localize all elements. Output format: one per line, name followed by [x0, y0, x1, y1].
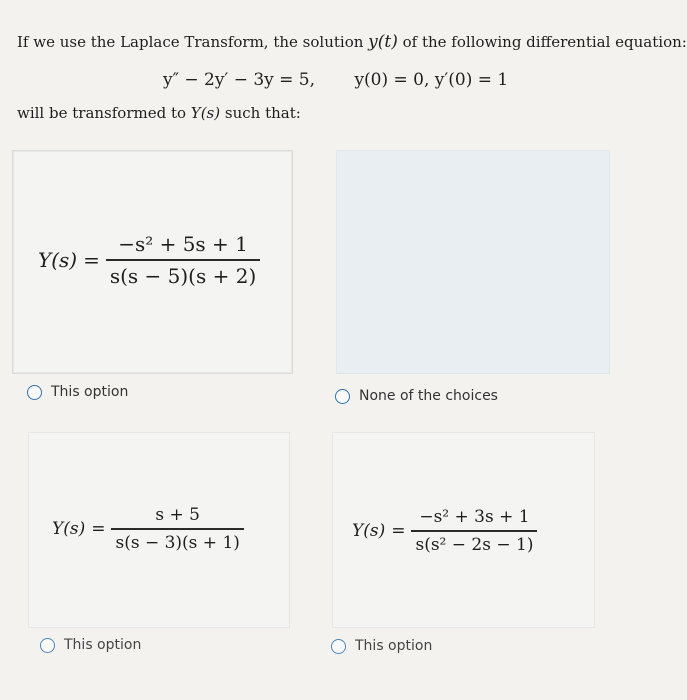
- formula-numerator: −s² + 3s + 1: [419, 507, 530, 527]
- question-after-after: such that:: [220, 104, 301, 122]
- question-intro-after: of the following differential equation:: [397, 33, 687, 51]
- radio-button-icon[interactable]: [40, 638, 55, 653]
- option-formula-1: [38, 232, 260, 288]
- formula-equals: =: [391, 520, 406, 541]
- option-label-3: This option: [64, 637, 142, 653]
- option-label-2: None of the choices: [359, 388, 498, 404]
- option-radio-2[interactable]: [335, 388, 498, 404]
- question-after: [17, 104, 301, 122]
- option-label-4: This option: [355, 638, 433, 654]
- formula-numerator: s + 5: [155, 505, 200, 525]
- formula-equals: =: [91, 518, 106, 539]
- formula-numerator: −s² + 5s + 1: [118, 232, 248, 256]
- differential-equation: [163, 70, 508, 90]
- question-intro-before: If we use the Laplace Transform, the solution: [17, 33, 369, 51]
- formula-fraction: [111, 505, 243, 553]
- question-intro-var: y(t): [368, 32, 398, 52]
- radio-button-icon[interactable]: [331, 639, 346, 654]
- radio-button-icon[interactable]: [27, 385, 42, 400]
- equation-main: y″ − 2y′ − 3y = 5,: [163, 70, 316, 90]
- initial-conditions: y(0) = 0, y′(0) = 1: [354, 70, 509, 90]
- option-radio-4[interactable]: [331, 638, 432, 654]
- formula-fraction: [411, 507, 537, 555]
- formula-equals: =: [83, 247, 100, 272]
- question-after-before: will be transformed to: [17, 104, 191, 122]
- formula-denominator: s(s² − 2s − 1): [415, 534, 534, 555]
- formula-lhs: Y(s): [38, 247, 78, 272]
- formula-denominator: s(s − 3)(s + 1): [115, 532, 240, 553]
- option-card-2[interactable]: [336, 150, 610, 374]
- formula-fraction: [106, 232, 260, 288]
- option-formula-4: [352, 507, 537, 555]
- formula-lhs: Y(s): [352, 520, 386, 541]
- option-radio-3[interactable]: [40, 637, 141, 653]
- formula-denominator: s(s − 5)(s + 2): [109, 263, 257, 288]
- option-radio-1[interactable]: [27, 384, 128, 400]
- question-after-var: Y(s): [190, 104, 221, 122]
- question-intro: [17, 32, 687, 52]
- option-label-1: This option: [51, 384, 129, 400]
- option-formula-3: [52, 505, 244, 553]
- formula-lhs: Y(s): [52, 518, 86, 539]
- radio-button-icon[interactable]: [335, 389, 350, 404]
